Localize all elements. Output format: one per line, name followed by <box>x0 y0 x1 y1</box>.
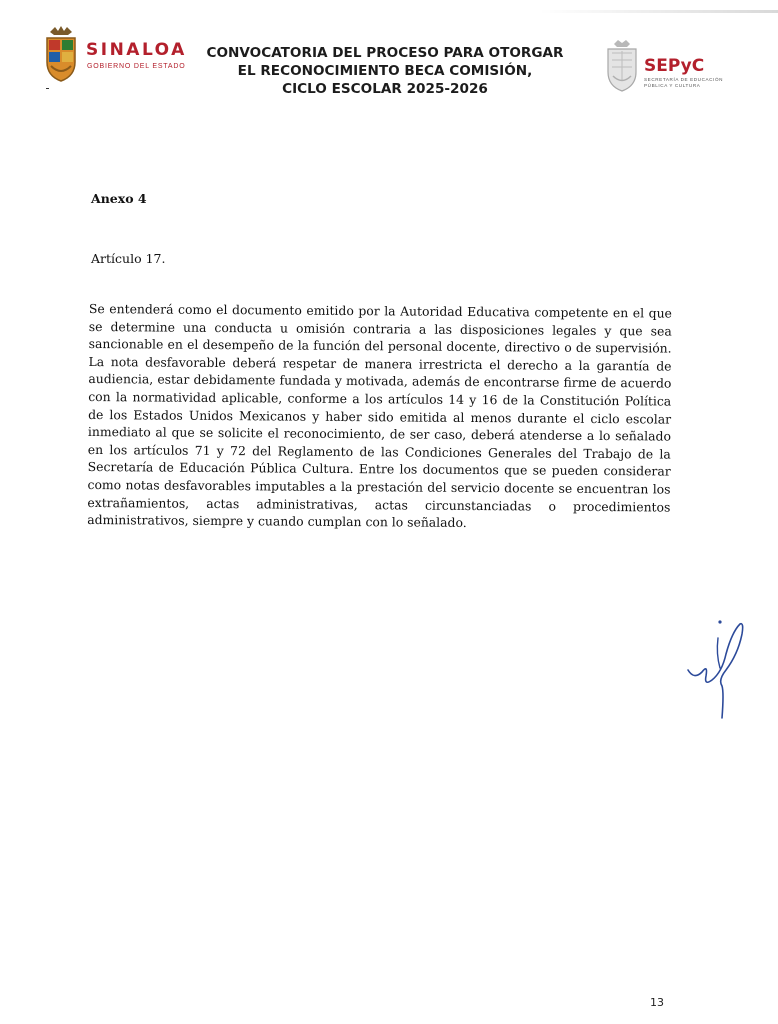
sepyc-logo <box>604 38 744 98</box>
sepyc-subtitle-line-2: PÚBLICA Y CULTURA <box>644 83 701 88</box>
stray-mark <box>46 88 49 89</box>
state-seal-icon <box>604 38 640 92</box>
article-reference: Artículo 17. <box>91 251 166 266</box>
header-title-line-3: CICLO ESCOLAR 2025-2026 <box>282 81 488 97</box>
scan-edge-shadow <box>540 10 778 13</box>
sinaloa-logo <box>44 26 204 96</box>
sepyc-logo-name: SEPyC <box>644 56 705 76</box>
sinaloa-logo-subtitle: GOBIERNO DEL ESTADO <box>87 63 186 70</box>
sepyc-subtitle-line-1: SECRETARÍA DE EDUCACIÓN <box>644 77 724 82</box>
header-title-line-2: EL RECONOCIMIENTO BECA COMISIÓN, <box>237 63 533 79</box>
header-title-line-1: CONVOCATORIA DEL PROCESO PARA OTORGAR <box>206 45 564 61</box>
handwritten-signature <box>682 614 752 724</box>
page-number: 13 <box>650 996 664 1009</box>
document-header-title <box>200 44 570 98</box>
annex-title: Anexo 4 <box>91 191 147 206</box>
sepyc-logo-subtitle <box>644 77 744 89</box>
state-shield-icon <box>44 26 78 82</box>
article-body-paragraph: Se entenderá como el documento emitido por la Autoridad Educativa competente en el que se determine una conducta u omisión contraria a las disposiciones legales y que sea sancionable en el desempeño de la función del personal docente, directivo o de supervisión. La nota desfavorable deberá respetar de manera irrestricta el derecho a la garantía de audiencia, estar debidamente fundada y motivada, además de encontrarse firme de acuerdo con la normatividad aplicable, conforme a los artículos 14 y 16 de la Constitución Política de los Estados Unidos Mexicanos y haber sido emitida al menos durante el ciclo escolar inmediato al que se solicite el reconocimiento, de ser caso, deberá atenderse a lo señalado en los artículos 71 y 72 del Reglamento de las Condiciones Generales del Trabajo de la Secretaría de Educación Pública Cultura. Entre los documentos que se pueden considerar como notas desfavorables imputables a la prestación del servicio docente se encuentran los extrañamientos, actas administrativas, actas circunstanciadas o procedimientos administrativos, siempre y cuando cumplan con lo señalado. <box>87 300 672 531</box>
sinaloa-logo-name: SINALOA <box>86 40 187 60</box>
